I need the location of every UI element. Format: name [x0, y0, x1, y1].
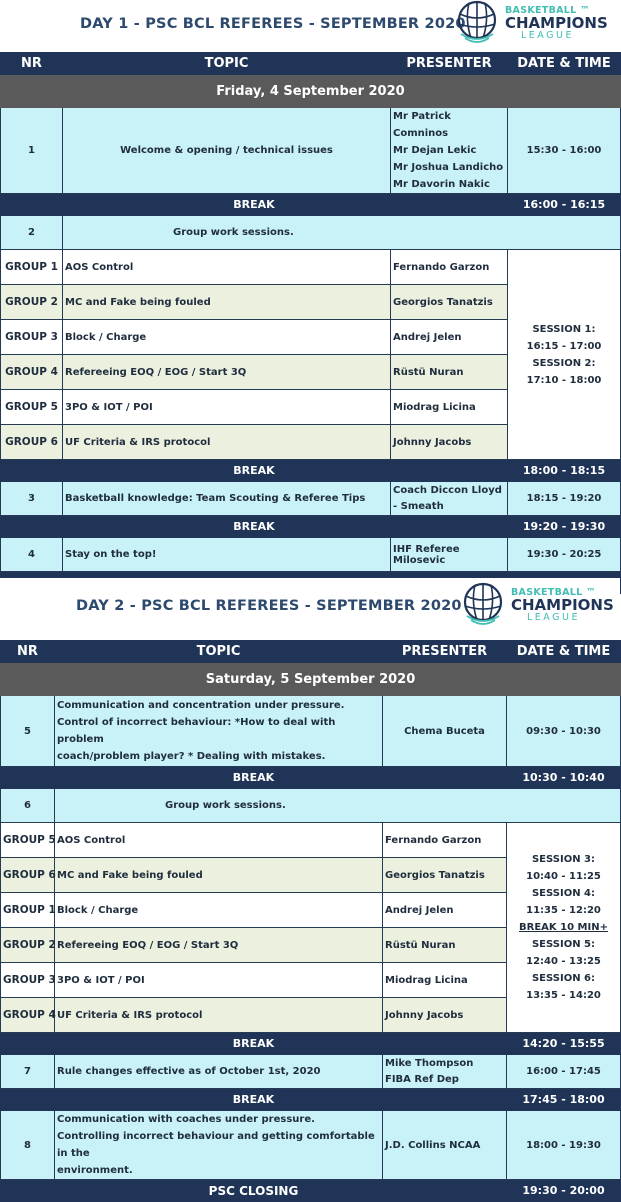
basketball-logo-icon — [451, 0, 503, 46]
row-nr: 2 — [1, 216, 63, 250]
group-row: GROUP 1 AOS Control Fernando Garzon SESSION 1: 16:15 - 17:00 SESSION 2: 17:10 - 18:00 — [1, 250, 621, 285]
group-row: GROUP 2 MC and Fake being fouled Georgios Tanatzis — [1, 285, 621, 320]
col-nr: NR — [1, 53, 63, 75]
row-topic: Group work sessions. — [63, 216, 621, 250]
col-date-time: DATE & TIME — [507, 641, 621, 663]
logo-line3: LEAGUE — [521, 29, 574, 41]
row-nr: 8 — [1, 1111, 55, 1180]
row-topic: Group work sessions. — [55, 789, 621, 823]
row-topic: Basketball knowledge: Team Scouting & Referee Tips — [63, 482, 391, 516]
col-nr: NR — [1, 641, 55, 663]
col-topic: TOPIC — [55, 641, 383, 663]
day1-schedule — [0, 0, 620, 578]
row-time: 19:30 - 20:25 — [508, 538, 621, 572]
day2-title: DAY 2 - PSC BCL REFEREES - SEPTEMBER 2020 — [76, 598, 462, 614]
row-presenter: IHF Referee Milosevic — [391, 538, 508, 572]
break-row: BREAK 19:20 - 19:30 — [1, 516, 621, 538]
row-nr: 6 — [1, 789, 55, 823]
group-row: GROUP 6 UF Criteria & IRS protocol Johnny Jacobs — [1, 425, 621, 460]
day2-header — [0, 578, 620, 640]
row-topic: Rule changes effective as of October 1st, 2020 — [55, 1055, 383, 1089]
row-nr: 5 — [1, 696, 55, 767]
row-topic: Communication with coaches under pressure. Controlling incorrect behaviour and getting comfortable in the environment. — [55, 1111, 383, 1180]
col-presenter: PRESENTER — [391, 53, 508, 75]
row-topic: Communication and concentration under pressure. Control of incorrect behaviour: *How to deal with problem coach/problem player? * Dealing with mistakes. — [55, 696, 383, 767]
row-presenter: Chema Buceta — [383, 696, 507, 767]
group-row: GROUP 5 3PO & IOT / POI Miodrag Licina — [1, 390, 621, 425]
row-time: 15:30 - 16:00 — [508, 108, 621, 194]
day1-header — [0, 0, 620, 52]
row-nr: 4 — [1, 538, 63, 572]
header-row — [1, 53, 621, 75]
day1-table — [0, 52, 621, 594]
bcl-logo — [457, 582, 614, 628]
break-row: BREAK 10:30 - 10:40 — [1, 767, 621, 789]
sessions-box: SESSION 3: 10:40 - 11:25 SESSION 4: 11:35 - 12:20 BREAK 10 MIN+ SESSION 5: 12:40 - 13:25 SESSION 6: 13:35 - 14:20 — [507, 823, 621, 1033]
row-presenter: J.D. Collins NCAA — [383, 1111, 507, 1180]
row-presenter: Coach Diccon Lloyd - Smeath — [391, 482, 508, 516]
bcl-logo — [451, 0, 608, 46]
day2-date: Saturday, 5 September 2020 — [1, 663, 621, 696]
row-time: 18:00 - 19:30 — [507, 1111, 621, 1180]
row-topic: Welcome & opening / technical issues — [63, 108, 391, 194]
logo-wordmark — [511, 588, 614, 622]
row-presenter: Mike Thompson FIBA Ref Dep — [383, 1055, 507, 1089]
logo-line2: CHAMPIONS — [511, 595, 614, 614]
break-row: BREAK 18:00 - 18:15 — [1, 460, 621, 482]
col-date-time: DATE & TIME — [508, 53, 621, 75]
row-nr: 1 — [1, 108, 63, 194]
col-presenter: PRESENTER — [383, 641, 507, 663]
col-topic: TOPIC — [63, 53, 391, 75]
table-row — [1, 696, 621, 767]
sessions-box: SESSION 1: 16:15 - 17:00 SESSION 2: 17:10 - 18:00 — [508, 250, 621, 460]
group-row: GROUP 1 Block / Charge Andrej Jelen — [1, 893, 621, 928]
break-row: BREAK 16:00 - 16:15 — [1, 194, 621, 216]
logo-line1: BASKETBALL ™ — [511, 587, 596, 598]
group-row: GROUP 3 Block / Charge Andrej Jelen — [1, 320, 621, 355]
table-row — [1, 789, 621, 823]
day2-schedule — [0, 578, 620, 1198]
day1-date: Friday, 4 September 2020 — [1, 75, 621, 108]
row-nr: 7 — [1, 1055, 55, 1089]
row-topic: Stay on the top! — [63, 538, 391, 572]
day1-title: DAY 1 - PSC BCL REFEREES - SEPTEMBER 2020 — [80, 16, 466, 32]
basketball-logo-icon — [457, 582, 509, 628]
table-row — [1, 482, 621, 516]
break-row: BREAK 14:20 - 15:55 — [1, 1033, 621, 1055]
table-row — [1, 538, 621, 572]
group-row: GROUP 5 AOS Control Fernando Garzon SESSION 3: 10:40 - 11:25 SESSION 4: 11:35 - 12:20 BREAK 10 MIN+ SESSION 5: 12:40 - 13:25 SESSION 6: 13:35 - 14:20 — [1, 823, 621, 858]
row-time: 18:15 - 19:20 — [508, 482, 621, 516]
group-row: GROUP 4 UF Criteria & IRS protocol Johnny Jacobs — [1, 998, 621, 1033]
row-nr: 3 — [1, 482, 63, 516]
break-row: BREAK 17:45 - 18:00 — [1, 1089, 621, 1111]
row-time: 09:30 - 10:30 — [507, 696, 621, 767]
day2-table — [0, 640, 621, 1202]
table-row — [1, 216, 621, 250]
header-row — [1, 641, 621, 663]
table-row — [1, 1055, 621, 1089]
group-row: GROUP 2 Refereeing EOQ / EOG / Start 3Q Rüstü Nuran — [1, 928, 621, 963]
table-row — [1, 108, 621, 194]
group-row: GROUP 3 3PO & IOT / POI Miodrag Licina — [1, 963, 621, 998]
row-time: 16:00 - 17:45 — [507, 1055, 621, 1089]
logo-line2: CHAMPIONS — [505, 13, 608, 32]
logo-line3: LEAGUE — [527, 611, 580, 623]
table-row — [1, 1111, 621, 1180]
logo-wordmark — [505, 6, 608, 40]
group-row: GROUP 4 Refereeing EOQ / EOG / Start 3Q Rüstü Nuran — [1, 355, 621, 390]
group-row: GROUP 6 MC and Fake being fouled Georgios Tanatzis — [1, 858, 621, 893]
logo-line1: BASKETBALL ™ — [505, 5, 590, 16]
closing-row: PSC CLOSING 19:30 - 20:00 — [1, 1180, 621, 1202]
row-presenter: Mr Patrick Comninos Mr Dejan Lekic Mr Joshua Landicho Mr Davorin Nakic — [391, 108, 508, 194]
